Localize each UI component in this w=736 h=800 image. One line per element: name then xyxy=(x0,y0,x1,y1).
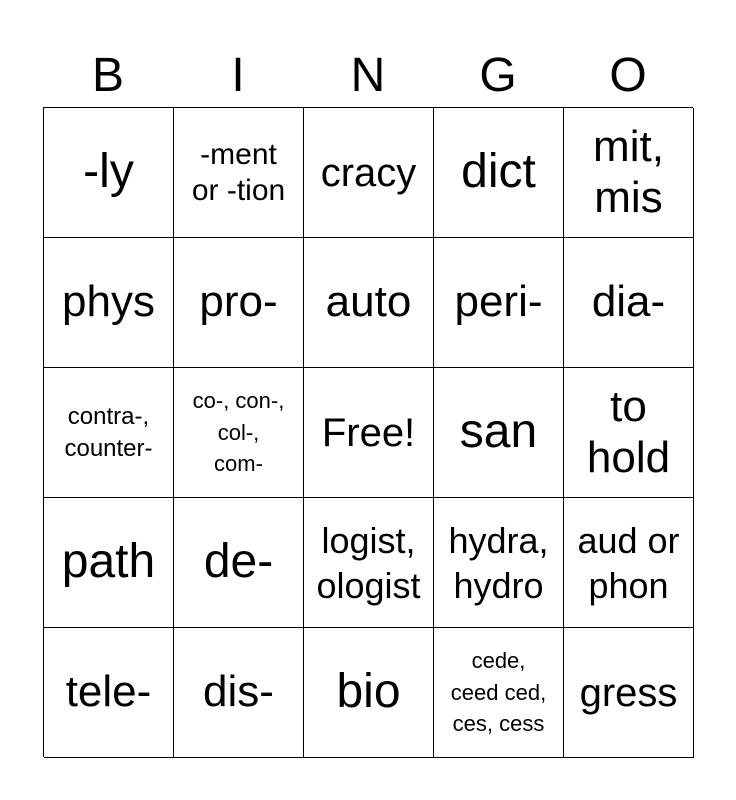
bingo-cell-o2[interactable] xyxy=(564,238,694,368)
cell-text: bio xyxy=(336,665,401,719)
cell-text: logist, ologist xyxy=(316,519,421,606)
cell-text: mit, mis xyxy=(593,121,664,222)
cell-text: phys xyxy=(62,277,155,327)
bingo-cell-b3[interactable] xyxy=(44,368,174,498)
free-space-text: Free! xyxy=(321,410,416,455)
header-letter-b: B xyxy=(91,49,124,102)
cell-text: dia- xyxy=(591,277,666,327)
cell-text: contra-, counter- xyxy=(64,403,153,462)
cell-text: gress xyxy=(579,670,678,715)
cell-text: peri- xyxy=(454,277,543,327)
bingo-cell-i5[interactable] xyxy=(174,628,304,758)
bingo-cell-g5[interactable] xyxy=(434,628,564,758)
cell-text: san xyxy=(459,405,538,459)
header-letter-n: N xyxy=(350,49,386,102)
bingo-board xyxy=(43,107,693,757)
bingo-cell-b2[interactable] xyxy=(44,238,174,368)
bingo-cell-n2[interactable] xyxy=(304,238,434,368)
cell-text: -ment or -tion xyxy=(191,137,286,207)
cell-text: cede, ceed ced, ces, cess xyxy=(450,647,547,737)
bingo-cell-i3[interactable] xyxy=(174,368,304,498)
cell-text: tele- xyxy=(65,667,152,717)
header-letter-o: O xyxy=(609,49,647,102)
bingo-header xyxy=(43,48,693,104)
bingo-cell-o1[interactable] xyxy=(564,108,694,238)
cell-text: auto xyxy=(325,277,412,327)
bingo-cell-free[interactable] xyxy=(304,368,434,498)
cell-text: co-, con-, col-, com- xyxy=(192,387,285,477)
cell-text: dis- xyxy=(203,667,274,717)
bingo-cell-g3[interactable] xyxy=(434,368,564,498)
cell-text: dict xyxy=(461,145,536,199)
bingo-cell-g1[interactable] xyxy=(434,108,564,238)
bingo-cell-g4[interactable] xyxy=(434,498,564,628)
cell-text: pro- xyxy=(199,277,278,327)
bingo-cell-i1[interactable] xyxy=(174,108,304,238)
cell-text: de- xyxy=(203,535,274,589)
bingo-cell-o5[interactable] xyxy=(564,628,694,758)
bingo-cell-b5[interactable] xyxy=(44,628,174,758)
bingo-cell-n4[interactable] xyxy=(304,498,434,628)
bingo-cell-i2[interactable] xyxy=(174,238,304,368)
bingo-cell-b4[interactable] xyxy=(44,498,174,628)
bingo-cell-b1[interactable] xyxy=(44,108,174,238)
bingo-cell-o4[interactable] xyxy=(564,498,694,628)
cell-text: aud or phon xyxy=(577,519,680,606)
bingo-cell-n5[interactable] xyxy=(304,628,434,758)
bingo-cell-g2[interactable] xyxy=(434,238,564,368)
cell-text: -ly xyxy=(83,145,134,199)
cell-text: cracy xyxy=(320,150,417,195)
cell-text: to hold xyxy=(586,381,671,482)
bingo-cell-n1[interactable] xyxy=(304,108,434,238)
header-letter-i: I xyxy=(231,49,245,102)
header-letter-g: G xyxy=(479,49,517,102)
cell-text: hydra, hydro xyxy=(448,519,549,606)
bingo-cell-o3[interactable] xyxy=(564,368,694,498)
bingo-cell-i4[interactable] xyxy=(174,498,304,628)
cell-text: path xyxy=(61,535,156,589)
